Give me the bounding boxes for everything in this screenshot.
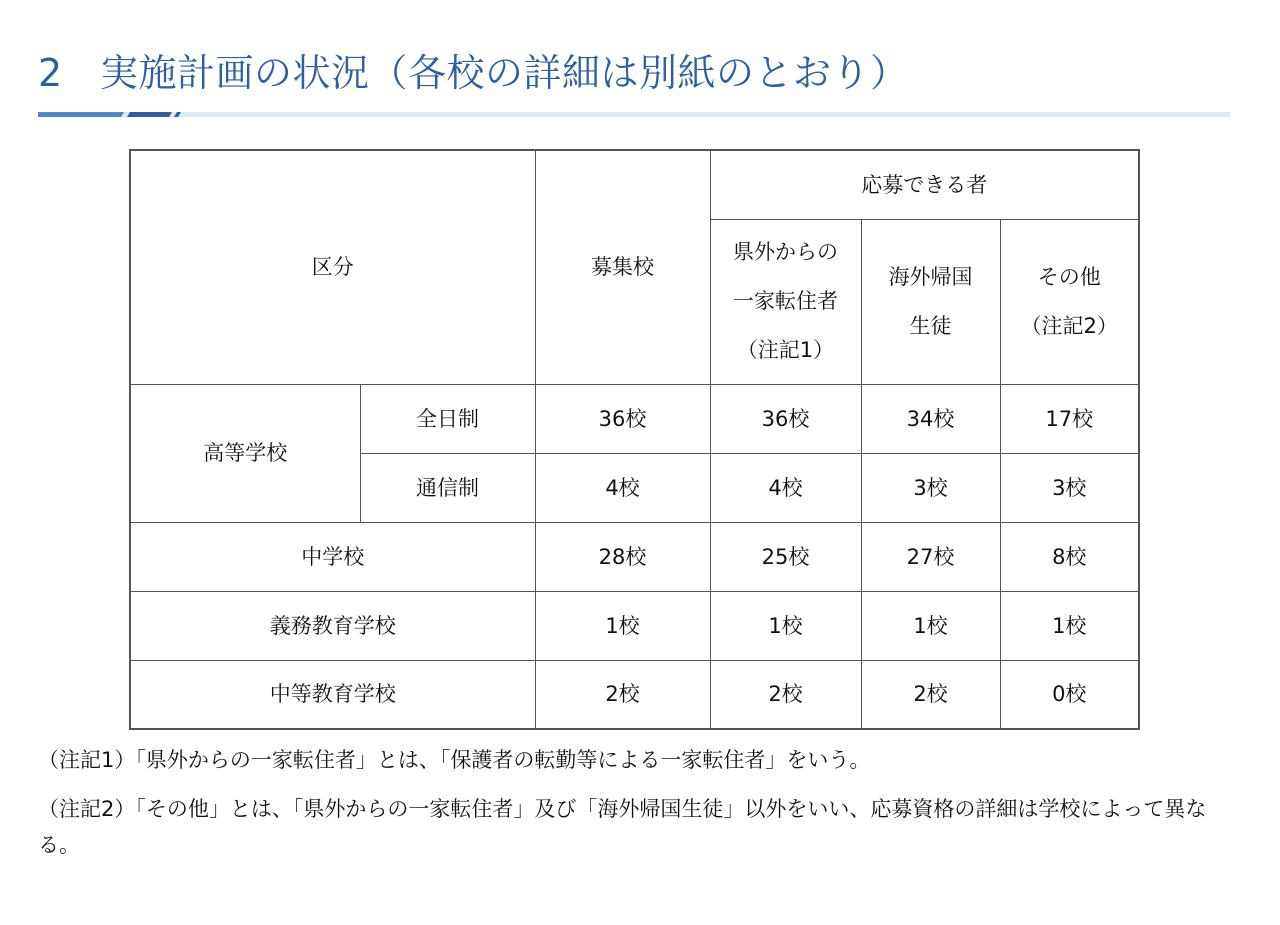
cell-recruiting: 2校 bbox=[535, 660, 710, 729]
cell-relocated: 2校 bbox=[710, 660, 861, 729]
cell-other: 3校 bbox=[1000, 453, 1139, 522]
row-label: 中等教育学校 bbox=[130, 660, 535, 729]
header-eligible-applicants: 応募できる者 bbox=[710, 150, 1139, 219]
row-label: 義務教育学校 bbox=[130, 591, 535, 660]
header-returnee-students: 海外帰国 生徒 bbox=[861, 219, 1000, 384]
table-row bbox=[130, 522, 1139, 591]
cell-other: 0校 bbox=[1000, 660, 1139, 729]
row-label: 通信制 bbox=[360, 453, 535, 522]
header-recruiting-schools: 募集校 bbox=[535, 150, 710, 384]
cell-other: 8校 bbox=[1000, 522, 1139, 591]
page-title bbox=[38, 46, 909, 100]
cell-returnee: 2校 bbox=[861, 660, 1000, 729]
cell-recruiting: 28校 bbox=[535, 522, 710, 591]
cell-relocated: 1校 bbox=[710, 591, 861, 660]
header-other: その他 （注記2） bbox=[1000, 219, 1139, 384]
cell-recruiting: 1校 bbox=[535, 591, 710, 660]
cell-relocated: 4校 bbox=[710, 453, 861, 522]
row-label: 全日制 bbox=[360, 384, 535, 453]
row-group-high-school: 高等学校 bbox=[130, 384, 360, 522]
cell-relocated: 25校 bbox=[710, 522, 861, 591]
table-row bbox=[130, 591, 1139, 660]
table-row bbox=[130, 384, 1139, 453]
cell-relocated: 36校 bbox=[710, 384, 861, 453]
row-label: 中学校 bbox=[130, 522, 535, 591]
cell-returnee: 27校 bbox=[861, 522, 1000, 591]
implementation-table bbox=[129, 149, 1140, 730]
footnote-2: （注記2）「その他」とは、「県外からの一家転住者」及び「海外帰国生徒」以外をいい、応募資格の詳細は学校によって異なる。 bbox=[38, 797, 1207, 857]
cell-returnee: 34校 bbox=[861, 384, 1000, 453]
footnote-1: （注記1）「県外からの一家転住者」とは、「保護者の転勤等による一家転住者」をいう。 bbox=[38, 748, 871, 772]
cell-recruiting: 36校 bbox=[535, 384, 710, 453]
title-underline bbox=[38, 110, 1230, 118]
section-number: 2 bbox=[38, 51, 63, 95]
header-relocated-family: 県外からの 一家転住者 （注記1） bbox=[710, 219, 861, 384]
cell-other: 17校 bbox=[1000, 384, 1139, 453]
cell-other: 1校 bbox=[1000, 591, 1139, 660]
section-title-text: 実施計画の状況（各校の詳細は別紙のとおり） bbox=[100, 51, 909, 95]
header-category: 区分 bbox=[130, 150, 535, 384]
cell-returnee: 1校 bbox=[861, 591, 1000, 660]
cell-returnee: 3校 bbox=[861, 453, 1000, 522]
table-row bbox=[130, 660, 1139, 729]
cell-recruiting: 4校 bbox=[535, 453, 710, 522]
